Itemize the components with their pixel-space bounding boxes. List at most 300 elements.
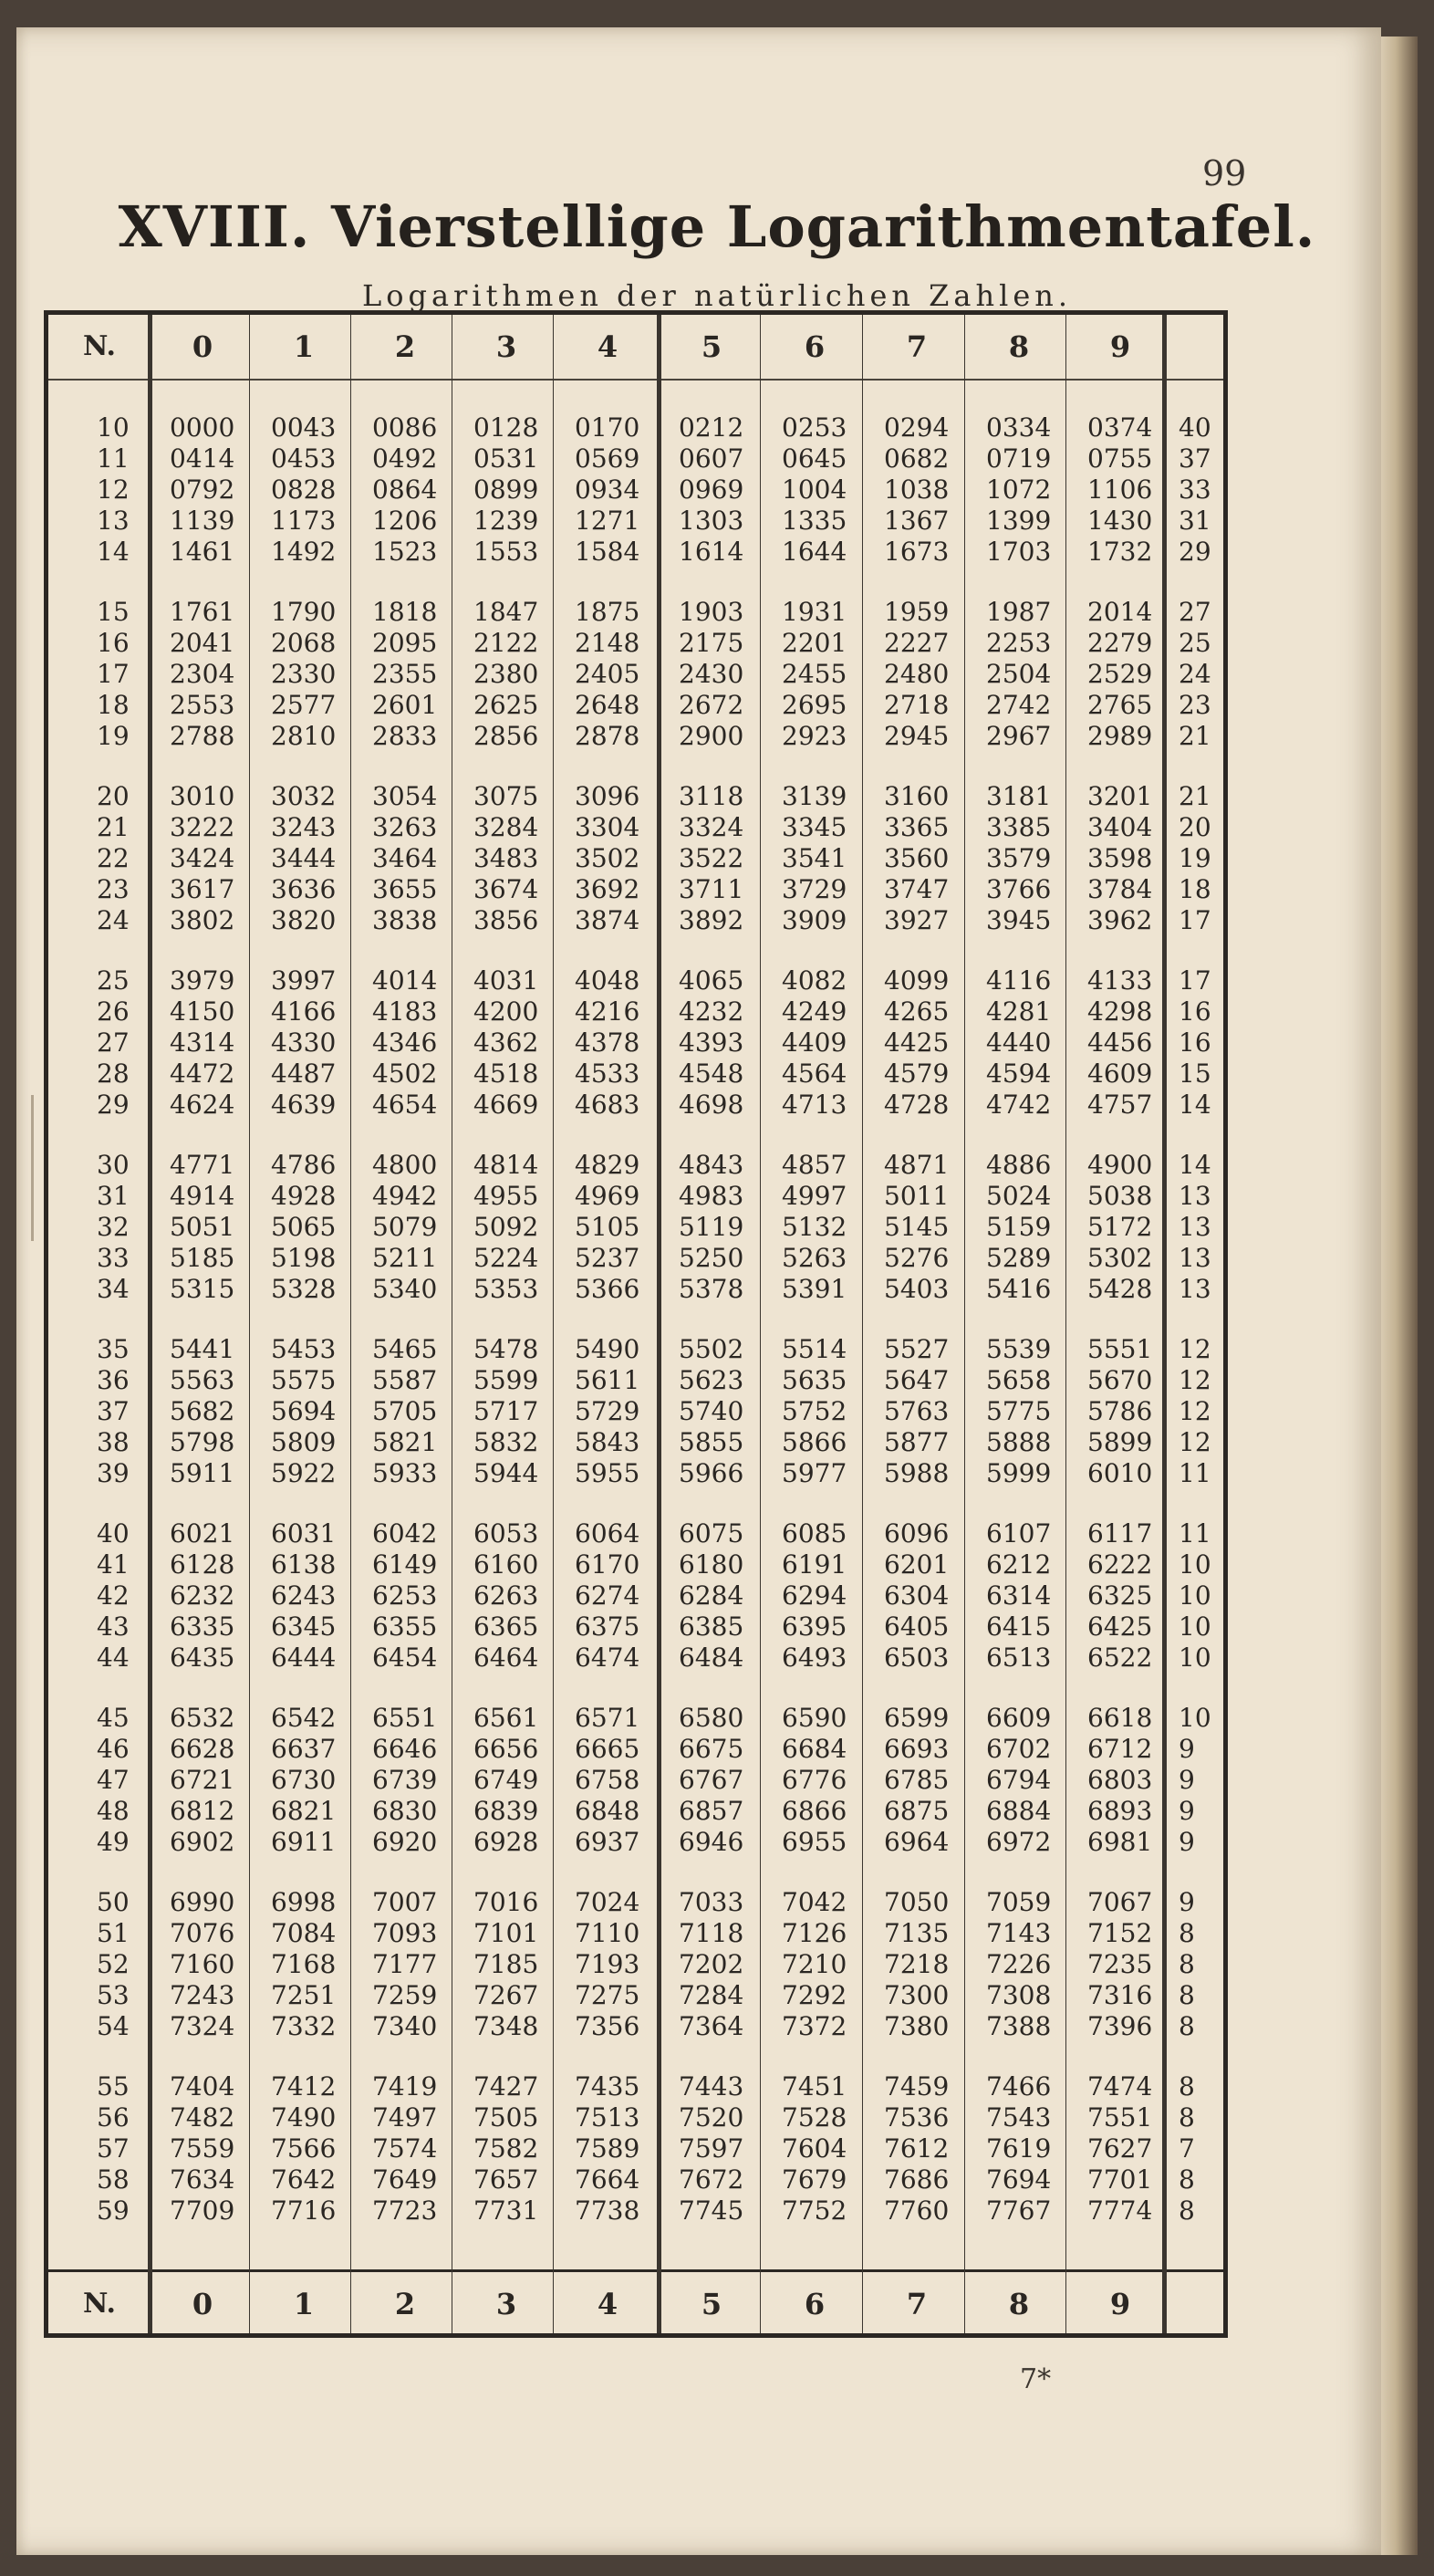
difference-value: 11 [1179,1518,1211,1549]
log-value: 6160 [473,1549,539,1580]
log-value: 1673 [884,537,950,567]
log-value: 6493 [782,1643,847,1673]
difference-value: 21 [1179,721,1211,751]
log-value: 6444 [271,1643,337,1673]
row-number: 57 [97,2133,130,2164]
log-value: 1732 [1087,537,1153,567]
log-value: 5428 [1087,1274,1153,1304]
log-value: 3118 [679,781,744,811]
log-value: 5211 [372,1243,438,1273]
log-value: 4800 [372,1150,438,1180]
difference-value: 8 [1179,1949,1195,1979]
log-value: 4232 [679,996,744,1027]
log-value: 4829 [575,1150,640,1180]
column-header: 1 [293,329,315,364]
row-number: 36 [97,1365,130,1395]
log-value: 6021 [170,1518,235,1549]
rule-column [1065,315,1066,2333]
log-value: 5944 [473,1458,539,1488]
log-value: 4955 [473,1181,539,1211]
log-value: 7543 [986,2102,1052,2133]
log-value: 5682 [170,1396,235,1426]
log-value: 1239 [473,506,539,536]
log-value: 4928 [271,1181,337,1211]
column-header: 9 [1109,329,1131,364]
log-value: 4031 [473,965,539,996]
column-header: 3 [495,329,517,364]
rule-center [657,315,661,2333]
log-value: 6551 [372,1703,438,1733]
row-number: 17 [97,659,130,689]
log-value: 5011 [884,1181,950,1211]
log-value: 2279 [1087,628,1153,658]
log-value: 3560 [884,843,950,873]
difference-value: 13 [1179,1181,1211,1211]
log-value: 7520 [679,2102,744,2133]
log-value: 7152 [1087,1918,1153,1948]
footer-n-label: N. [83,2288,116,2320]
log-value: 3324 [679,812,744,842]
row-number: 27 [97,1027,130,1058]
log-value: 0934 [575,475,640,505]
log-value: 6425 [1087,1611,1153,1642]
log-value: 7024 [575,1887,640,1917]
log-value: 4200 [473,996,539,1027]
log-value: 3711 [679,874,744,904]
log-value: 5717 [473,1396,539,1426]
page-mark [31,1095,34,1241]
log-value: 3160 [884,781,950,811]
log-value: 7528 [782,2102,847,2133]
log-value: 6355 [372,1611,438,1642]
log-value: 7059 [986,1887,1052,1917]
log-value: 0719 [986,443,1052,474]
log-value: 1461 [170,537,235,567]
log-value: 4609 [1087,1059,1153,1089]
log-value: 6656 [473,1734,539,1764]
log-value: 3464 [372,843,438,873]
log-value: 5888 [986,1427,1052,1457]
log-value: 0569 [575,443,640,474]
log-value: 3909 [782,905,847,935]
log-value: 5832 [473,1427,539,1457]
row-number: 10 [97,412,130,443]
log-value: 3201 [1087,781,1153,811]
log-value: 6937 [575,1827,640,1857]
log-value: 0531 [473,443,539,474]
log-value: 7709 [170,2195,235,2226]
log-value: 7275 [575,1980,640,2010]
log-value: 6180 [679,1549,744,1580]
log-value: 2175 [679,628,744,658]
log-value: 5599 [473,1365,539,1395]
column-header: 8 [1008,2287,1030,2321]
row-number: 47 [97,1765,130,1795]
log-value: 5145 [884,1212,950,1242]
log-value: 6031 [271,1518,337,1549]
log-value: 5798 [170,1427,235,1457]
log-value: 6928 [473,1827,539,1857]
column-header: 6 [804,2287,826,2321]
difference-value: 19 [1179,843,1211,873]
log-value: 5775 [986,1396,1052,1426]
log-value: 5065 [271,1212,337,1242]
log-value: 6170 [575,1549,640,1580]
log-value: 2014 [1087,597,1153,627]
log-value: 6325 [1087,1580,1153,1611]
log-value: 6749 [473,1765,539,1795]
row-number: 24 [97,905,130,935]
log-value: 6253 [372,1580,438,1611]
log-value: 5378 [679,1274,744,1304]
log-value: 0899 [473,475,539,505]
log-value: 4728 [884,1090,950,1120]
row-number: 16 [97,628,130,658]
log-value: 6998 [271,1887,337,1917]
log-value: 6405 [884,1611,950,1642]
log-value: 2430 [679,659,744,689]
difference-value: 7 [1179,2133,1195,2164]
log-value: 7033 [679,1887,744,1917]
log-value: 6839 [473,1796,539,1826]
log-value: 5119 [679,1212,744,1242]
log-value: 7505 [473,2102,539,2133]
log-value: 5877 [884,1427,950,1457]
log-value: 1959 [884,597,950,627]
log-value: 6590 [782,1703,847,1733]
log-value: 4997 [782,1181,847,1211]
log-value: 4502 [372,1059,438,1089]
log-value: 5763 [884,1396,950,1426]
log-value: 3802 [170,905,235,935]
difference-value: 9 [1179,1796,1195,1826]
log-value: 4487 [271,1059,337,1089]
log-value: 4298 [1087,996,1153,1027]
log-value: 1335 [782,506,847,536]
log-value: 5705 [372,1396,438,1426]
log-value: 6484 [679,1643,744,1673]
difference-value: 11 [1179,1458,1211,1488]
log-value: 1584 [575,537,640,567]
column-header: 5 [701,329,722,364]
log-value: 5587 [372,1365,438,1395]
column-header: 0 [192,329,213,364]
log-value: 7016 [473,1887,539,1917]
log-value: 4393 [679,1027,744,1058]
log-value: 6243 [271,1580,337,1611]
log-value: 6571 [575,1703,640,1733]
log-value: 7679 [782,2164,847,2195]
log-value: 1303 [679,506,744,536]
log-value: 4843 [679,1150,744,1180]
log-value: 7324 [170,2011,235,2041]
log-value: 2856 [473,721,539,751]
log-value: 2577 [271,690,337,720]
log-value: 4742 [986,1090,1052,1120]
log-value: 6981 [1087,1827,1153,1857]
log-value: 7490 [271,2102,337,2133]
log-value: 4713 [782,1090,847,1120]
row-number: 40 [97,1518,130,1549]
log-value: 3483 [473,843,539,873]
log-value: 3655 [372,874,438,904]
log-value: 0645 [782,443,847,474]
log-value: 7774 [1087,2195,1153,2226]
column-header: 2 [394,329,416,364]
log-value: 7348 [473,2011,539,2041]
log-value: 7007 [372,1887,438,1917]
difference-value: 16 [1179,996,1211,1027]
log-value: 1614 [679,537,744,567]
log-value: 6875 [884,1796,950,1826]
log-value: 5038 [1087,1181,1153,1211]
log-value: 6010 [1087,1458,1153,1488]
log-value: 7582 [473,2133,539,2164]
column-header: 2 [394,2287,416,2321]
difference-value: 25 [1179,628,1211,658]
log-value: 5132 [782,1212,847,1242]
log-value: 7110 [575,1918,640,1948]
log-value: 7193 [575,1949,640,1979]
log-value: 5786 [1087,1396,1153,1426]
log-value: 2304 [170,659,235,689]
row-number: 21 [97,812,130,842]
log-value: 7202 [679,1949,744,1979]
log-value: 4900 [1087,1150,1153,1180]
log-value: 6561 [473,1703,539,1733]
log-value: 5490 [575,1334,640,1364]
row-number: 32 [97,1212,130,1242]
row-number: 46 [97,1734,130,1764]
log-value: 6375 [575,1611,640,1642]
log-value: 5092 [473,1212,539,1242]
log-value: 7340 [372,2011,438,2041]
log-value: 5198 [271,1243,337,1273]
log-value: 6721 [170,1765,235,1795]
log-value: 6893 [1087,1796,1153,1826]
log-value: 7427 [473,2071,539,2101]
log-value: 5159 [986,1212,1052,1242]
rule-column [862,315,863,2333]
log-value: 7474 [1087,2071,1153,2101]
log-value: 4183 [372,996,438,1027]
log-value: 6920 [372,1827,438,1857]
log-value: 7292 [782,1980,847,2010]
log-value: 7135 [884,1918,950,1948]
page-number: 99 [1202,153,1247,193]
log-value: 7101 [473,1918,539,1948]
column-header: 9 [1109,2287,1131,2321]
log-value: 4639 [271,1090,337,1120]
log-value: 4548 [679,1059,744,1089]
row-number: 20 [97,781,130,811]
log-value: 6385 [679,1611,744,1642]
log-value: 5478 [473,1334,539,1364]
difference-value: 10 [1179,1580,1211,1611]
log-value: 5263 [782,1243,847,1273]
log-value: 7210 [782,1949,847,1979]
log-value: 6201 [884,1549,950,1580]
log-value: 6618 [1087,1703,1153,1733]
log-value: 0334 [986,412,1052,443]
log-value: 4624 [170,1090,235,1120]
log-value: 6365 [473,1611,539,1642]
log-value: 7308 [986,1980,1052,2010]
log-value: 0253 [782,412,847,443]
table-footer-row [48,2269,1223,2336]
log-value: 5752 [782,1396,847,1426]
difference-value: 15 [1179,1059,1211,1089]
log-value: 5694 [271,1396,337,1426]
log-value: 1761 [170,597,235,627]
log-value: 6972 [986,1827,1052,1857]
log-value: 2945 [884,721,950,751]
log-value: 1106 [1087,475,1153,505]
difference-value: 14 [1179,1090,1211,1120]
log-value: 4116 [986,965,1052,996]
log-value: 6415 [986,1611,1052,1642]
log-value: 0969 [679,475,744,505]
footer-note: 7* [1020,2363,1052,2395]
log-value: 6064 [575,1518,640,1549]
column-header: 3 [495,2287,517,2321]
log-value: 6075 [679,1518,744,1549]
log-value: 0792 [170,475,235,505]
log-value: 7686 [884,2164,950,2195]
log-value: 7738 [575,2195,640,2226]
log-value: 0607 [679,443,744,474]
table-header-row [48,315,1223,381]
log-value: 6739 [372,1765,438,1795]
log-value: 4099 [884,965,950,996]
log-value: 5658 [986,1365,1052,1395]
row-number: 14 [97,537,130,567]
log-value: 1430 [1087,506,1153,536]
log-value: 7185 [473,1949,539,1979]
log-value: 4409 [782,1027,847,1058]
log-value: 2648 [575,690,640,720]
row-number: 31 [97,1181,130,1211]
log-value: 1553 [473,537,539,567]
log-value: 4594 [986,1059,1052,1089]
log-value: 6609 [986,1703,1052,1733]
log-value: 1987 [986,597,1052,627]
difference-value: 33 [1179,475,1211,505]
log-value: 7513 [575,2102,640,2133]
log-value: 5999 [986,1458,1052,1488]
log-value: 6946 [679,1827,744,1857]
log-value: 5465 [372,1334,438,1364]
log-value: 6758 [575,1765,640,1795]
row-number: 59 [97,2195,130,2226]
row-number: 35 [97,1334,130,1364]
log-value: 6053 [473,1518,539,1549]
log-value: 3010 [170,781,235,811]
log-value: 7767 [986,2195,1052,2226]
log-value: 7574 [372,2133,438,2164]
log-value: 5391 [782,1274,847,1304]
row-number: 22 [97,843,130,873]
log-value: 6637 [271,1734,337,1764]
log-value: 5539 [986,1334,1052,1364]
log-value: 7093 [372,1918,438,1948]
difference-value: 13 [1179,1243,1211,1273]
log-value: 6435 [170,1643,235,1673]
log-value: 6474 [575,1643,640,1673]
log-value: 1523 [372,537,438,567]
log-value: 0755 [1087,443,1153,474]
log-value: 7435 [575,2071,640,2101]
log-value: 6085 [782,1518,847,1549]
log-value: 7235 [1087,1949,1153,1979]
log-value: 3617 [170,874,235,904]
difference-value: 29 [1179,537,1211,567]
log-value: 4771 [170,1150,235,1180]
log-value: 6884 [986,1796,1052,1826]
log-value: 3962 [1087,905,1153,935]
row-number: 38 [97,1427,130,1457]
log-value: 2601 [372,690,438,720]
row-number: 45 [97,1703,130,1733]
log-value: 4814 [473,1150,539,1180]
log-value: 5988 [884,1458,950,1488]
rule-n-column [148,315,152,2333]
row-number: 15 [97,597,130,627]
log-value: 7672 [679,2164,744,2195]
log-value: 7118 [679,1918,744,1948]
row-number: 39 [97,1458,130,1488]
log-value: 6107 [986,1518,1052,1549]
difference-value: 16 [1179,1027,1211,1058]
log-value: 5527 [884,1334,950,1364]
log-value: 7566 [271,2133,337,2164]
log-value: 4857 [782,1150,847,1180]
row-number: 13 [97,506,130,536]
log-value: 5611 [575,1365,640,1395]
difference-value: 9 [1179,1765,1195,1795]
log-value: 3979 [170,965,235,996]
log-value: 4533 [575,1059,640,1089]
column-header: 8 [1008,329,1030,364]
log-value: 7177 [372,1949,438,1979]
log-value: 2380 [473,659,539,689]
log-value: 5922 [271,1458,337,1488]
log-value: 2718 [884,690,950,720]
log-value: 6117 [1087,1518,1153,1549]
log-value: 3522 [679,843,744,873]
row-number: 41 [97,1549,130,1580]
log-value: 2765 [1087,690,1153,720]
log-value: 6990 [170,1887,235,1917]
log-value: 3636 [271,874,337,904]
difference-value: 8 [1179,2011,1195,2041]
log-value: 7657 [473,2164,539,2195]
log-value: 5453 [271,1334,337,1364]
log-value: 3838 [372,905,438,935]
log-value: 6628 [170,1734,235,1764]
log-value: 2742 [986,690,1052,720]
row-number: 29 [97,1090,130,1120]
log-value: 1399 [986,506,1052,536]
log-value: 5866 [782,1427,847,1457]
row-number: 19 [97,721,130,751]
log-value: 5185 [170,1243,235,1273]
log-value: 7076 [170,1918,235,1948]
log-value: 3892 [679,905,744,935]
log-value: 2878 [575,721,640,751]
log-value: 2330 [271,659,337,689]
log-value: 4216 [575,996,640,1027]
